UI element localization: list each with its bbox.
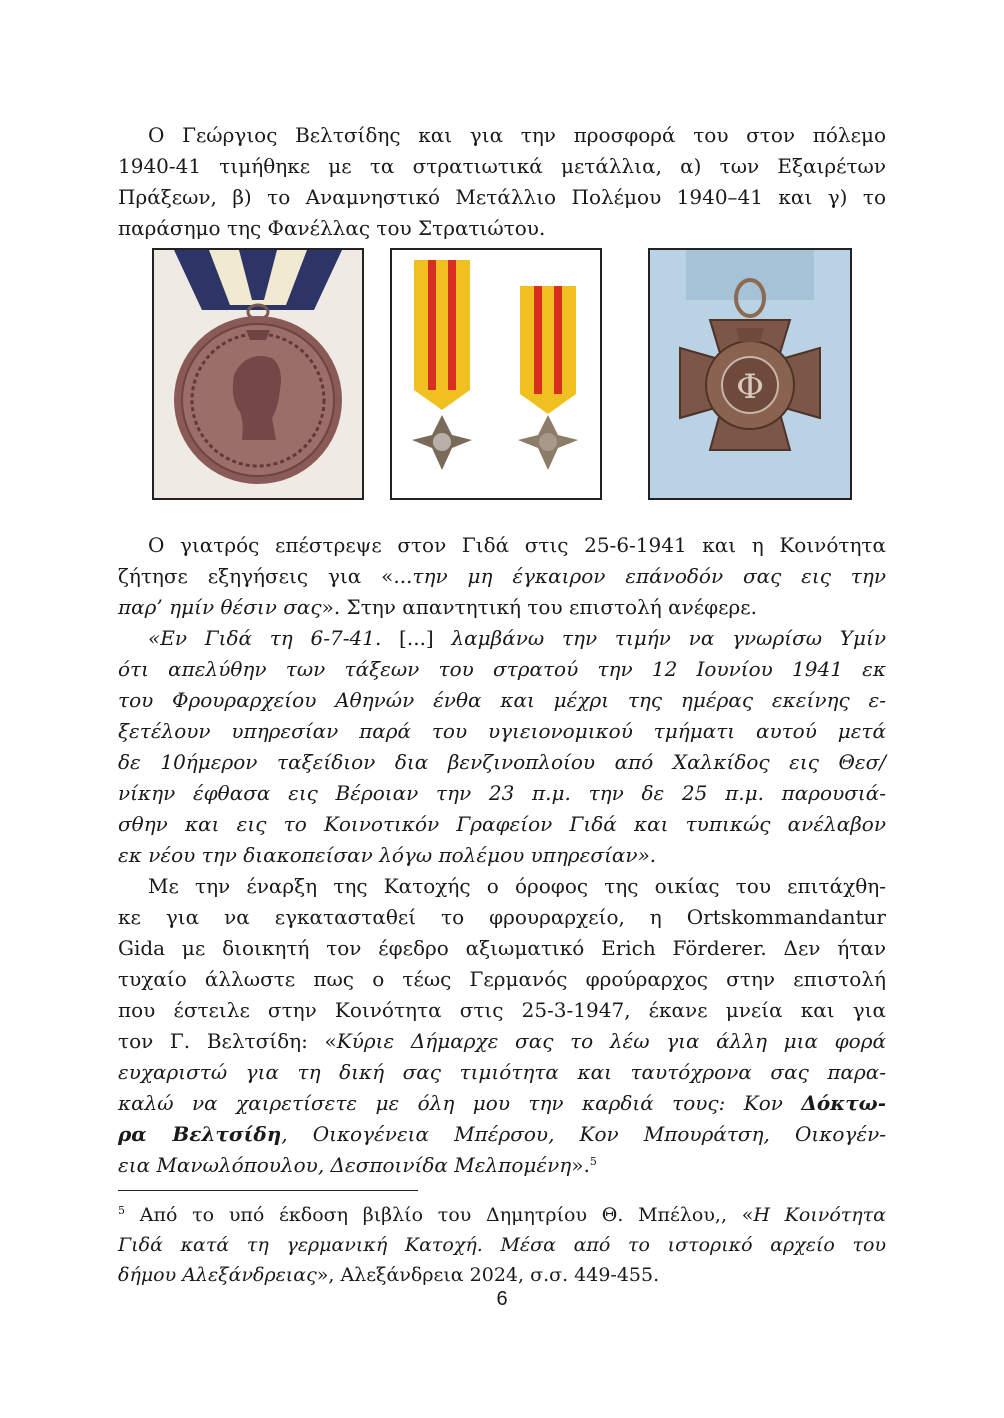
footnote-line: Γιδά κατά τη γερμανική Κατοχή. Μέσα από το ιστορικό αρχείο του	[118, 1234, 886, 1256]
text-line: 1940-41 τιμήθηκε με τα στρατιωτικά μετάλλια, α) των Εξαιρέτων	[118, 154, 886, 178]
text-line: Ο γιατρός επέστρεψε στον Γιδά στις 25-6-1941 και η Κοινότητα	[148, 533, 886, 557]
text-line: κε για να εγκατασταθεί το φρουραρχείο, η Ortskommandantur	[118, 905, 886, 929]
text-line: δε 10ήμερον ταξείδιον δια βενζινοπλοίου από Χαλκίδος εις Θεσ/	[118, 750, 886, 774]
text-line: εια Μανωλόπουλου, Δεσποινίδα Μελπομένη».$^5$	[118, 1153, 597, 1177]
text-line: Με την έναρξη της Κατοχής ο όροφος της οικίας του επιτάχθη-	[148, 874, 886, 898]
page-number: 6	[496, 1288, 508, 1310]
text-line: που έστειλε στην Κοινότητα στις 25-3-1947, έκανε μνεία και για	[118, 998, 886, 1022]
paragraph-letter-quote	[118, 623, 886, 871]
paragraph-return	[118, 530, 886, 623]
footnote-line: δήμου Αλεξάνδρειας», Αλεξάνδρεια 2024, σ.σ. 449-455.	[118, 1264, 660, 1286]
text-line: του Φρουραρχείου Αθηνών ένθα και μέχρι της ημέρας εκείνης ε-	[118, 688, 886, 712]
soldier-flannel-cross-photo	[648, 248, 852, 500]
text-line: ευχαριστώ για τη δική σας τιμιότητα και ταυτόχρονα σας παρα-	[118, 1060, 886, 1084]
paragraph-occupation	[118, 871, 886, 1181]
text-line: σθην και εις το Κοινοτικόν Γραφείον Γιδά και τυπικώς ανέλαβον	[118, 812, 886, 836]
text-line: Gida με διοικητή τον έφεδρο αξιωματικό Erich Förderer. Δεν ήταν	[118, 936, 886, 960]
text-line: ρα Βελτσίδη, Οικογένεια Μπέρσου, Κον Μπουράτση, Οικογέν-	[118, 1122, 886, 1146]
footnote-separator	[118, 1190, 418, 1191]
text-line: τον Γ. Βελτσίδη: «Κύριε Δήμαρχε σας το λέω για άλλη μια φορά	[118, 1029, 886, 1053]
text-line: νίκην έφθασα εις Βέροιαν την 23 π.μ. την δε 25 π.μ. παρουσιά-	[118, 781, 886, 805]
text-line: ότι απελύθην των τάξεων του στρατού την 12 Ιουνίου 1941 εκ	[118, 657, 886, 681]
text-line: παρ’ ημίν θέσιν σας». Στην απαντητική του επιστολή ανέφερε.	[118, 595, 757, 619]
text-line: Πράξεων, β) το Αναμνηστικό Μετάλλιο Πολέμου 1940–41 και γ) το	[118, 185, 886, 209]
text-line: ζήτησε εξηγήσεις για «...την μη έγκαιρον επάνοδόν σας εις την	[118, 564, 887, 588]
text-line: Ο Γεώργιος Βελτσίδης και για την προσφορά του στον πόλεμο	[148, 123, 886, 147]
paragraph-intro	[118, 120, 886, 244]
text-line: παράσημο της Φανέλλας του Στρατιώτου.	[118, 216, 546, 240]
text-line: καλώ να χαιρετίσετε με όλη μου την καρδιά τους: Κον Δόκτω-	[118, 1091, 886, 1115]
medals-with-ribbons-photo	[390, 248, 602, 500]
footnote-reference[interactable]: 5	[589, 1155, 597, 1168]
text-line: εκ νέου την διακοπείσαν λόγω πολέμου υπηρεσίαν».	[118, 843, 657, 867]
commemorative-medal-photo	[152, 248, 364, 500]
footnote	[118, 1200, 886, 1290]
text-line: «Εν Γιδά τη 6-7-41. [...] λαμβάνω την τιμήν να γνωρίσω Υμίν	[148, 626, 886, 650]
svg-text:Φ: Φ	[736, 367, 764, 407]
footnote-line: $^5$ Από το υπό έκδοση βιβλίο του Δημητρίου Θ. Μπέλου,, «Η Κοινότητα	[118, 1204, 886, 1226]
text-line: ξετέλουν υπηρεσίαν παρά του υγιειονομικού τμήματι αυτού μετά	[118, 719, 886, 743]
text-line: τυχαίο άλλωστε πως ο τέως Γερμανός φρούραρχος στην επιστολή	[118, 967, 886, 991]
